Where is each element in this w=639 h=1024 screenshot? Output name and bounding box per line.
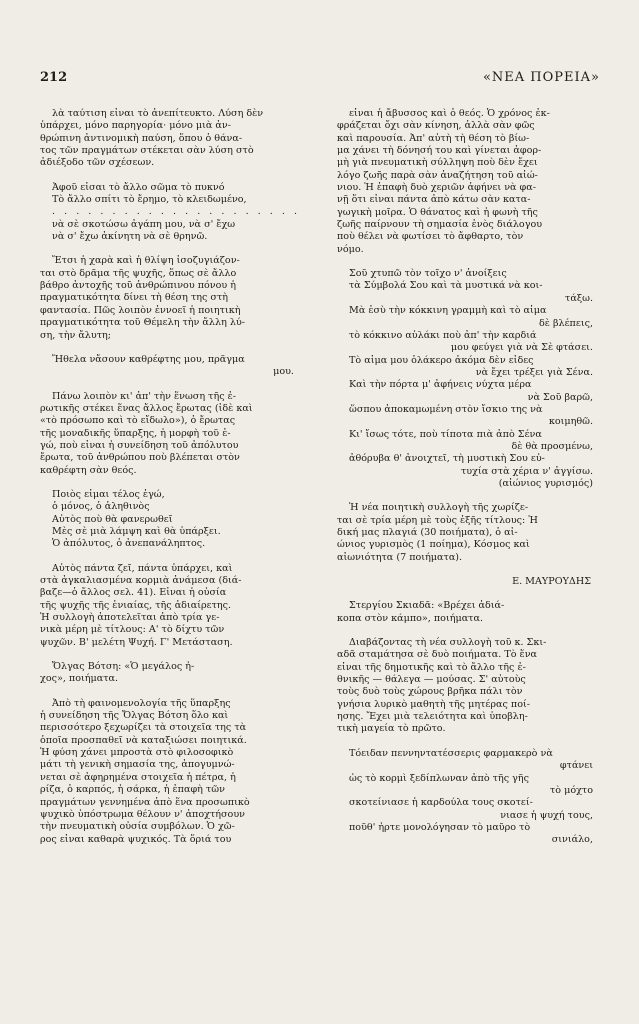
text-line: ησης. Ἔχει μιὰ τελειότητα καὶ ὑποβλη- [337, 711, 528, 723]
text-line: περισσότερο ξεχωρίζει τὰ στοιχεῖα της τὰ [40, 722, 247, 734]
text-line: μὴ γιὰ πνευματικὴ σύλληψη ποὺ δὲν ἔχει [337, 157, 538, 169]
text-line: αδᾶ σταμάτησα σὲ δυὸ ποιήματα. Τὸ ἕνα [337, 649, 538, 661]
text-line: τὸ κόκκινο αὐλάκι ποὺ ἀπ' τὴν καρδιά [349, 329, 537, 341]
verse-block [337, 268, 599, 490]
text-line: νεται σὲ ἀφηρημένα στοιχεῖα ἡ πέτρα, ἡ [40, 771, 236, 783]
text-line: νῇ ὅτι εἶναι πάντα ἀπὸ κάτω σὰν κατα- [337, 194, 531, 206]
text-line: νόμο. [337, 243, 364, 255]
text-line: τῆς ψυχῆς τῆς ἑνιαίας, τῆς ἀδιαίρετης. [40, 599, 232, 611]
text-line: ρος εἶναι καθαρὰ ψυχικός. Τὰ ὅριά του [40, 833, 232, 845]
text-line: Ὄλγας Βότση: «Ὁ μεγάλος ἦ- [52, 661, 195, 673]
author-signature [337, 576, 599, 588]
text-line: Πάνω λοιπὸν κι' ἀπ' τὴν ἕνωση τῆς ἐ- [52, 390, 237, 402]
text-paragraph [337, 502, 599, 564]
text-line: μάτι τὴ γενικὴ σημασία της, ἀπογυμνώ- [40, 759, 235, 771]
text-line: Τὸ ἄλλο σπίτι τὸ ἔρημο, τὸ κλειδωμένο, [52, 194, 247, 206]
text-line: φράζεται ὄχι σὰν κίνηση, ἀλλὰ σὰν φῶς [337, 120, 535, 132]
text-line: τὰ Σύμβολά Σου καὶ τὰ μυστικά νὰ κοι- [349, 280, 543, 292]
text-paragraph [337, 600, 599, 625]
text-line: τοὺς δυὸ τοὺς χώρους βρῆκα πάλι τὸν [337, 686, 523, 698]
right-column [337, 108, 599, 859]
text-line: τὴν πνευματικὴ οὐσία συμβόλων. Ὁ χῶ- [40, 821, 235, 833]
page-number: 212 [40, 70, 68, 85]
text-line: Αὐτὸς πάντα ζεῖ, πάντα ὑπάρχει, καὶ [52, 562, 233, 574]
text-line: Ἡ φύση χάνει μπροστὰ στὸ φιλοσοφικὸ [40, 747, 234, 759]
text-paragraph [40, 391, 300, 477]
text-line: Τὸ αἷμα μου ὁλάκερο ἀκόμα δὲν εἶδες [349, 354, 534, 366]
text-line: Ἡ συλλογὴ ἀποτελεῖται ἀπὸ τρία γε- [40, 612, 220, 624]
text-line: τάξω. [565, 292, 593, 304]
text-line: στὰ ἀγκαλιασμένα κορμιὰ ἀνάμεσα (διά- [40, 575, 242, 586]
text-line: Τόειδαν πεννηντατέσσερις φαρμακερὸ νὰ [349, 747, 553, 759]
text-line: ψυχῶν. Β' μελέτη Ψυχή. Γ' Μετάσταση. [40, 636, 233, 648]
text-line: τὸ μόχτο [549, 784, 593, 796]
text-paragraph [337, 637, 599, 736]
text-line: φτάνει [559, 760, 593, 772]
text-line: Ἀπὸ τὴ φαινομενολογία τῆς ὕπαρξης [52, 697, 231, 709]
text-line: Καὶ τὴν πόρτα μ' ἀφήνεις νύχτα μέρα [349, 379, 532, 391]
text-line: νιασε ἡ ψυχή τους, [500, 809, 593, 821]
text-paragraph [40, 255, 300, 341]
text-line: ρωτικῆς στέκει ἕνας ἄλλος ἔρωτας (ἰδὲ καὶ [40, 402, 253, 414]
text-line: μου φεύγει γιὰ νὰ Σὲ φτάσει. [450, 342, 593, 354]
text-line: ἀθόρυβα θ' ἀνοιχτεῖ, τὴ μυστικὴ Σου εὐ- [349, 453, 545, 465]
verse-block [337, 748, 599, 847]
text-line: νὰ Σοῦ βαρῶ, [527, 391, 593, 403]
text-line: ψυχικὸ ὑπόστρωμα θέλουν ν' ἀποχτήσουν [40, 808, 246, 820]
text-line: θρώπινη ἀντινομικὴ παύση, ὅπου ὁ θάνα- [40, 132, 243, 144]
text-line: λόγο ζωῆς παρὰ σὰν ἀναζήτηση τοῦ αἰώ- [337, 169, 538, 181]
text-line: ρίζα, ὁ καρπός, ἡ σάρκα, ἡ ἐπαφὴ τῶν [40, 784, 225, 796]
text-line: τικὴ μαγεία τὸ πρῶτο. [337, 723, 446, 735]
text-line: Διαβάζοντας τὴ νέα συλλογὴ τοῦ κ. Σκι- [349, 637, 547, 649]
text-line: (αἰώνιος γυρισμός) [498, 477, 593, 489]
text-line: μου. [273, 366, 294, 378]
text-line: Σοῦ χτυπῶ τὸν τοῖχο ν' ἀνοίξεις [349, 268, 507, 280]
text-line: Αὐτὸς ποὺ θὰ φανερωθεῖ [52, 513, 173, 525]
text-line: πραγμάτων γεννημένα ἀπὸ ἕνα προσωπικὸ [40, 796, 250, 808]
text-line: ἔρωτα, τοῦ ἀνθρώπου ποὺ βλέπεται στὸν [40, 452, 240, 464]
text-line: τος τῶν πραγμάτων στέκεται σὰν λύση στὸ [40, 145, 254, 157]
text-line: βαζε—ὁ ἄλλος σελ. 41). Εἶναι ἡ οὐσία [40, 587, 227, 599]
text-paragraph [40, 563, 300, 649]
text-line: εἶναι ἡ ἄβυσσος καὶ ὁ θεός. Ὁ χρόνος ἐκ- [349, 108, 550, 119]
left-column [40, 108, 300, 858]
text-line: γνήσια λυρικὸ μαθητὴ τῆς μητέρας ποί- [337, 698, 530, 710]
verse-block [40, 354, 300, 379]
text-line: Ἡ νέα ποιητικὴ συλλογὴ τῆς χωρίζε- [349, 502, 529, 514]
text-line: αἰωνιότητα (7 ποιήματα). [337, 551, 463, 563]
text-line: ώνιος γυρισμὸς (1 ποίημα), Κόσμος καὶ [337, 539, 530, 551]
text-paragraph [337, 108, 599, 256]
text-line: ται στὸ δρᾶμα τῆς ψυχῆς, ὅπως σὲ ἄλλο [40, 267, 237, 279]
text-paragraph [40, 661, 300, 686]
text-line: ται σὲ τρία μέρη μὲ τοὺς ἑξῆς τίτλους: Ἡ [337, 514, 538, 526]
text-line: ζωῆς παίρνουν τὴ σημασία ἑνὸς διάλογου [337, 219, 543, 231]
text-line: ποῦθ' ἦρτε μονολόγησαν τὸ μαῦρο τὸ [349, 821, 531, 833]
page-header [40, 70, 600, 88]
text-line: τυχία στὰ χέρια ν' ἀγγίσω. [461, 465, 593, 477]
text-line: χος», ποιήματα. [40, 673, 119, 685]
text-line: σκοτείνιασε ἡ καρδούλα τους σκοτεί- [349, 797, 533, 809]
text-line: ποὺ θέλει νὰ φωτίσει τὸ ἄφθαρτο, τὸν [337, 231, 524, 243]
text-line: νὰ ἔχει τρέξει γιὰ Σένα. [475, 366, 593, 378]
text-line: Στεργίου Σκιαδᾶ: «Βρέχει ἀδιά- [349, 600, 505, 612]
text-line: τῆς μοναδικῆς ὕπαρξης, ἡ μορφὴ τοῦ ἐ- [40, 427, 231, 439]
verse-block [40, 182, 300, 244]
text-line: δική μας πλαγιά (30 ποιήματα), ὁ αἰ- [337, 527, 518, 538]
text-line: δὲ θὰ προσμένω, [511, 440, 593, 452]
text-paragraph [40, 698, 300, 846]
text-line: νὰ σὲ σκοτώσω ἀγάπη μου, νὰ σ' ἔχω [52, 218, 236, 230]
text-line: σινιάλο, [551, 834, 593, 846]
text-line: θνικῆς — θάλεγα — μούσας. Σ' αὐτοὺς [337, 674, 526, 686]
text-line: φαντασία. Πῶς λοιπὸν ἐννοεῖ ἡ ποιητικὴ [40, 304, 241, 316]
text-line: . . . . . . . . . . . . . . . . . . . . . [52, 206, 300, 218]
text-line: πραγματικότητα τοῦ Θέμελη τὴν ἄλλη λύ- [40, 317, 246, 329]
text-line: νὰ σ' ἔχω ἀκίνητη νὰ σὲ θρηνῶ. [52, 231, 208, 243]
text-line: γωγικὴ μοῖρα. Ὁ θάνατος καὶ ἡ φωνὴ τῆς [337, 206, 538, 218]
text-line: Ἀφοῦ εἶσαι τὸ ἄλλο σῶμα τὸ πυκνό [52, 181, 225, 193]
text-line: μα χάνει τὴ δόνησή του καὶ γίνεται ἀφορ- [337, 145, 542, 157]
text-line: κοιμηθῶ. [548, 416, 593, 428]
text-line: ἀδιέξοδο τῶν σχέσεων. [40, 157, 155, 169]
text-line: νικὰ μέρη μὲ τίτλους: Α' τὸ δίχτυ τῶν [40, 624, 225, 636]
text-line: Κι' ἴσως τότε, ποὺ τίποτα πιὰ ἀπὸ Σένα [349, 428, 542, 440]
text-line: ση, τὴν ἄλυτη; [40, 329, 112, 341]
journal-title: «ΝΕΑ ΠΟΡΕΙΑ» [482, 70, 600, 85]
text-line: κοπα στὸν κάμπο», ποιήματα. [337, 612, 484, 624]
text-line: λὰ ταύτιση εἶναι τὸ ἀνεπίτευκτο. Λύση δὲν [52, 108, 264, 119]
text-line: ὁποῖα προσπαθεῖ νὰ καταξιώσει ποιητικά. [40, 734, 247, 746]
text-line: ὁ μόνος, ὁ ἀληθινὸς [52, 501, 150, 513]
text-line: ὡς τὸ κορμὶ ξεδίπλωναν ἀπὸ τῆς γῆς [349, 772, 529, 784]
text-line: γώ, ποὺ εἶναι ἡ συνείδηση τοῦ ἀπόλυτου [40, 439, 239, 451]
text-line: Μὲς σὲ μιὰ λάμψη καὶ θὰ ὑπάρξει. [52, 525, 221, 537]
verse-block [40, 489, 300, 551]
text-line: Ε. ΜΑΥΡΟΥΔΗΣ [512, 576, 591, 588]
text-line: ὥσπου ἀποκαμωμένη στὸν ἴσκιο της νὰ [349, 403, 543, 415]
text-line: καὶ παρουσία. Ἀπ' αὐτὴ τὴ θέση τὸ βίω- [337, 132, 530, 144]
text-paragraph [40, 108, 300, 170]
text-line: Ἤθελα νἄσουν καθρέφτης μου, πρᾶγμα [52, 353, 245, 365]
text-line: εἶναι τῆς δημοτικῆς καὶ τὸ ἄλλο τῆς ἐ- [337, 661, 526, 673]
text-line: Ὁ ἀπόλυτος, ὁ ἀνεπανάληπτος. [52, 538, 206, 550]
text-line: «τὸ πρόσωπο καὶ τὸ εἴδωλο»), ὁ ἔρωτας [40, 415, 236, 427]
text-line: βάθρο ἀντοχῆς τοῦ ἀνθρώπινου πόνου ἡ [40, 280, 237, 292]
text-line: Μὰ ἐσὺ τὴν κόκκινη γραμμὴ καὶ τὸ αἷμα [349, 305, 547, 317]
text-line: Ποιὸς εἶμαι τέλος ἐγώ, [52, 488, 165, 500]
text-line: ἡ συνείδηση τῆς Ὄλγας Βότση ὅλο καὶ [40, 710, 229, 722]
text-line: πραγματικότητα δίνει τὴ θέση της στὴ [40, 292, 229, 304]
text-line: Ἔτσι ἡ χαρὰ καὶ ἡ θλίψη ἰσοζυγιάζον- [52, 255, 240, 267]
text-line: ὑπάρχει, μόνο παρηγορία· μόνο μιὰ ἀν- [40, 120, 231, 132]
text-line: νιου. Ἡ ἐπαφὴ δυὸ χεριῶν ἀφήνει νὰ φα- [337, 182, 536, 194]
text-line: δὲ βλέπεις, [538, 317, 593, 329]
text-line: καθρέφτη σὰν θεός. [40, 464, 137, 476]
